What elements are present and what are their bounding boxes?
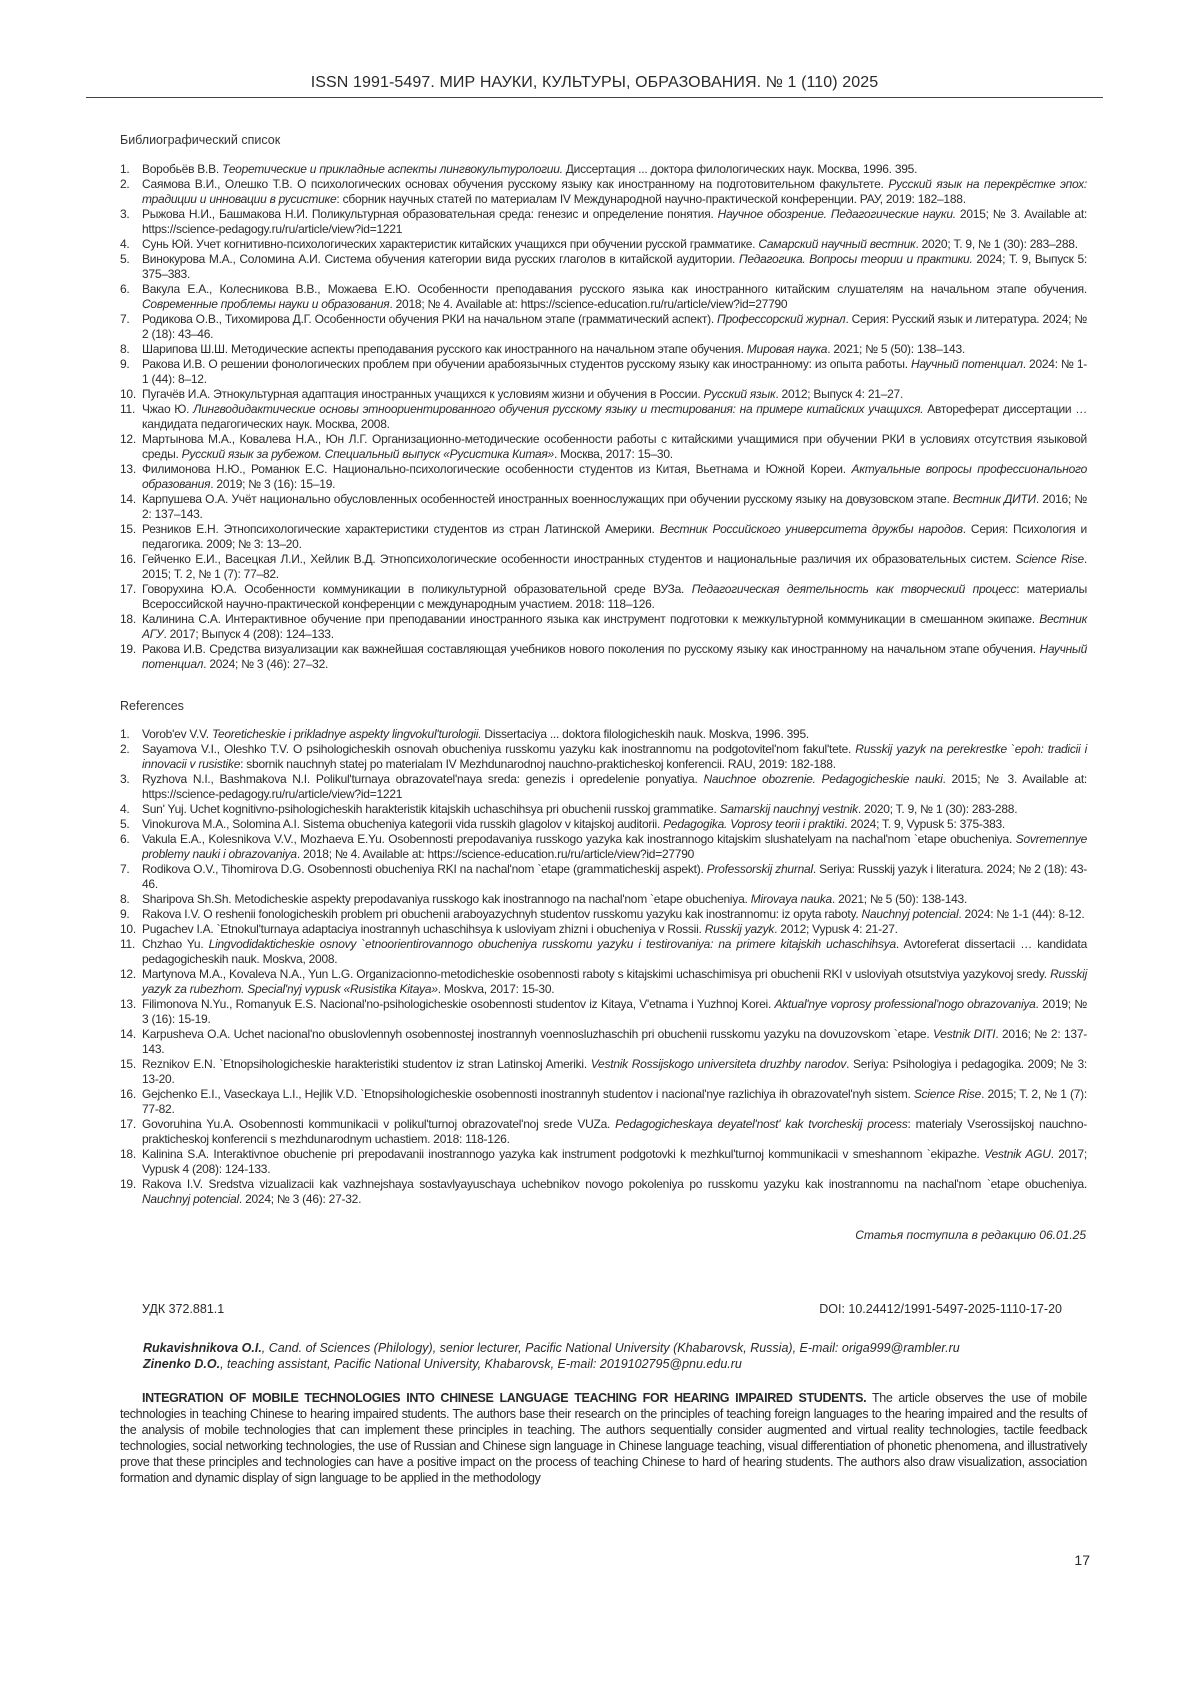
reference-item xyxy=(120,922,1087,937)
reference-segment: . 2015; № 3. Available at: https://science-pedagogy.ru/ru/article/view?id=1221 xyxy=(142,772,1087,801)
reference-number: 8. xyxy=(120,892,130,907)
reference-item xyxy=(120,1057,1087,1087)
reference-segment: Саямова В.И., Олешко Т.В. О психологических основах обучения русскому языку как иностранному на подготовительном факультете. xyxy=(142,177,888,191)
reference-segment: Ракова И.В. Средства визуализации как важнейшая составляющая учебников нового поколения по русскому языку как иностранному на начальном этапе обучения. xyxy=(142,642,1039,656)
reference-source: Русский язык за рубежом. Специальный выпуск «Русистика Китая» xyxy=(182,447,554,461)
reference-segment: . 2017; Vypusk 4 (208): 124-133. xyxy=(142,1147,1087,1176)
reference-item xyxy=(120,522,1087,552)
reference-source: Мировая наука xyxy=(747,342,827,356)
reference-item xyxy=(120,342,1087,357)
reference-item xyxy=(120,402,1087,432)
reference-number: 13. xyxy=(120,462,136,477)
author-line xyxy=(143,1356,1083,1372)
reference-item xyxy=(120,742,1087,772)
reference-segment: . 2018; № 4. Available at: https://science-education.ru/ru/article/view?id=27790 xyxy=(389,297,787,311)
reference-number: 1. xyxy=(120,727,130,742)
reference-segment: Рыжова Н.И., Башмакова Н.И. Поликультурная образовательная среда: генезис и определение понятия. xyxy=(142,207,718,221)
reference-number: 4. xyxy=(120,237,130,252)
reference-segment: . 2024; № 3 (46): 27-32. xyxy=(239,1192,361,1206)
reference-segment: . 2021; № 5 (50): 138–143. xyxy=(827,342,965,356)
reference-text xyxy=(142,492,1087,522)
reference-text xyxy=(142,312,1087,342)
reference-segment: . 2015; Т. 2, № 1 (7): 77–82. xyxy=(142,552,1087,581)
reference-segment: 2015; № 3. Available at: https://science-pedagogy.ru/ru/article/view?id=1221 xyxy=(142,207,1087,236)
reference-segment: Сунь Юй. Учет когнитивно-психологических характеристик китайских учащихся при обучении русской грамматике. xyxy=(142,237,758,251)
reference-item xyxy=(120,1117,1087,1147)
page-number: 17 xyxy=(1050,1552,1090,1568)
reference-text xyxy=(142,1027,1087,1057)
reference-text xyxy=(142,432,1087,462)
reference-source: Mirovaya nauka xyxy=(751,892,832,906)
reference-number: 19. xyxy=(120,642,136,657)
reference-segment: Ryzhova N.I., Bashmakova N.I. Polikul'turnaya obrazovatel'naya sreda: genezis i opredelenie ponyatiya. xyxy=(142,772,703,786)
reference-segment: . Seriya: Psihologiya i pedagogika. 2009; № 3: 13-20. xyxy=(142,1057,1087,1086)
reference-text xyxy=(142,522,1087,552)
reference-segment: : сборник научных статей по материалам IV Международной научно-практической конференции. РАУ, 2019: 182–188. xyxy=(336,192,965,206)
reference-number: 16. xyxy=(120,1087,136,1102)
reference-segment: Говорухина Ю.А. Особенности коммуникации в поликультурной образовательной среде ВУЗа. xyxy=(142,582,692,596)
reference-text xyxy=(142,207,1087,237)
reference-number: 6. xyxy=(120,832,130,847)
reference-number: 10. xyxy=(120,387,136,402)
reference-segment: . Серия: Русский язык и литература. 2024; № 2 (18): 43–46. xyxy=(142,312,1087,341)
reference-text xyxy=(142,862,1087,892)
reference-number: 7. xyxy=(120,862,130,877)
reference-segment: . 2019; № 3 (16): 15-19. xyxy=(142,997,1087,1026)
reference-source: Профессорский журнал xyxy=(717,312,845,326)
reference-text xyxy=(142,552,1087,582)
reference-source: Вестник Российского университета дружбы народов xyxy=(660,522,963,536)
reference-source: Вестник АГУ xyxy=(142,612,1087,641)
abstract-text: The article observes the use of mobile technologies in teaching Chinese to hearing impaired students. The authors base their research on the principles of teaching foreign languages to the hearing impaired and the results of the analysis of mobile technologies that can implement these principles in teaching. The authors sequentially consider augmented and virtual reality technologies, tactile feedback technologies, social networking technologies, the use of Russian and Chinese sign language in Chinese language teaching, visual differentiation of phonetic phenomena, and illustratively prove that these principles and technologies can have a positive impact on the process of teaching Chinese to hard of hearing students. The authors also draw visualization, association formation and dynamic display of sign language to be applied in the methodology xyxy=(120,1391,1087,1485)
reference-source: Педагогика. Вопросы теории и практики. xyxy=(739,252,973,266)
reference-source: Nauchnoe obozrenie. Pedagogicheskie nauki xyxy=(703,772,942,786)
reference-text xyxy=(142,612,1087,642)
reference-segment: Vinokurova M.A., Solomina A.I. Sistema obucheniya kategorii vida russkih glagolov v kitajskoj auditorii. xyxy=(142,817,663,831)
reference-text xyxy=(142,282,1087,312)
author-info: , teaching assistant, Pacific National University, Khabarovsk, E-mail: 2019102795@pnu.edu.ru xyxy=(220,1357,742,1371)
reference-item xyxy=(120,832,1087,862)
abstract-title: INTEGRATION OF MOBILE TECHNOLOGIES INTO CHINESE LANGUAGE TEACHING FOR HEARING IMPAIRED STUDENTS. xyxy=(142,1391,866,1405)
bibliography-list xyxy=(120,162,1087,672)
reference-text xyxy=(142,937,1087,967)
reference-source: Aktual'nye voprosy professional'nogo obrazovaniya xyxy=(775,997,1036,1011)
reference-segment: . 2012; Vypusk 4: 21-27. xyxy=(774,922,898,936)
received-date: Статья поступила в редакцию 06.01.25 xyxy=(120,1228,1086,1242)
reference-number: 17. xyxy=(120,582,136,597)
reference-number: 8. xyxy=(120,342,130,357)
reference-segment: Govoruhina Yu.A. Osobennosti kommunikacii v polikul'turnoj obrazovatel'noj srede VUZa. xyxy=(142,1117,615,1131)
reference-item xyxy=(120,937,1087,967)
reference-number: 6. xyxy=(120,282,130,297)
reference-source: Russkij yazyk na perekrestke `epoh: tradicii i innovacii v rusistike xyxy=(142,742,1087,771)
author-name: Rukavishnikova O.I. xyxy=(143,1341,262,1355)
reference-number: 12. xyxy=(120,967,136,982)
reference-number: 4. xyxy=(120,802,130,817)
reference-source: Теоретические и прикладные аспекты лингвокультурологии. xyxy=(222,162,563,176)
reference-number: 18. xyxy=(120,1147,136,1162)
reference-segment: Reznikov E.N. `Etnopsihologicheskie harakteristiki studentov iz stran Latinskoj Ameriki. xyxy=(142,1057,591,1071)
reference-item xyxy=(120,387,1087,402)
reference-segment: . Avtoreferat dissertacii … kandidata pedagogicheskih nauk. Moskva, 2008. xyxy=(142,937,1087,966)
reference-source: Русский язык xyxy=(704,387,776,401)
reference-source: Научный потенциал xyxy=(911,357,1023,371)
reference-segment: Karpusheva O.A. Uchet nacional'no obuslovlennyh osobennostej inostrannyh voennosluzhaschih pri obuchenii russkomu yazyku na dovuzovskom `etape. xyxy=(142,1027,933,1041)
reference-text xyxy=(142,342,1087,357)
reference-item xyxy=(120,612,1087,642)
reference-segment: Воробьёв В.В. xyxy=(142,162,222,176)
reference-text xyxy=(142,727,1087,742)
reference-segment: 2024; Т. 9, Выпуск 5: 375–383. xyxy=(142,252,1087,281)
reference-number: 3. xyxy=(120,772,130,787)
reference-segment: Rakova I.V. Sredstva vizualizacii kak vazhnejshaya sostavlyayuschaya uchebnikov novogo pokoleniya po russkomu yazyku kak inostrannomu na nachal'nom `etape obucheniya. xyxy=(142,1177,1087,1191)
reference-segment: Rodikova O.V., Tihomirova D.G. Osobennosti obucheniya RKI na nachal'nom `etape (grammaticheskij aspekt). xyxy=(142,862,707,876)
reference-segment: Родикова О.В., Тихомирова Д.Г. Особенности обучения РКИ на начальном этапе (грамматический аспект). xyxy=(142,312,717,326)
reference-segment: . Серия: Психология и педагогика. 2009; № 3: 13–20. xyxy=(142,522,1087,551)
reference-segment: . 2019; № 3 (16): 15–19. xyxy=(210,477,335,491)
reference-number: 16. xyxy=(120,552,136,567)
reference-text xyxy=(142,387,1087,402)
reference-segment: Шарипова Ш.Ш. Методические аспекты преподавания русского как иностранного на начальном этапе обучения. xyxy=(142,342,747,356)
authors-block xyxy=(143,1340,1083,1372)
reference-source: Лингводидактические основы этноориентированного обучения русскому языку и тестирования: на примере китайских учащихся. xyxy=(193,402,923,416)
reference-item xyxy=(120,1177,1087,1207)
abstract xyxy=(120,1390,1087,1486)
reference-text xyxy=(142,922,1087,937)
reference-item xyxy=(120,552,1087,582)
bibliography-title: Библиографический список xyxy=(120,133,280,147)
reference-number: 11. xyxy=(120,402,135,417)
reference-segment: . 2024; T. 9, Vypusk 5: 375-383. xyxy=(844,817,1005,831)
reference-text xyxy=(142,582,1087,612)
reference-segment: Sharipova Sh.Sh. Metodicheskie aspekty prepodavaniya russkogo kak inostrannogo na nachal'nom `etape obucheniya. xyxy=(142,892,751,906)
reference-segment: . 2015; T. 2, № 1 (7): 77-82. xyxy=(142,1087,1087,1116)
reference-number: 14. xyxy=(120,492,136,507)
reference-segment: Резников Е.Н. Этнопсихологические характеристики студентов из стран Латинской Америки. xyxy=(142,522,660,536)
reference-item xyxy=(120,462,1087,492)
reference-item xyxy=(120,432,1087,462)
reference-segment: Мартынова М.А., Ковалева Н.А., Юн Л.Г. Организационно-методические особенности работы с китайскими учащимися при обучении РКИ в условиях отсутствия языковой среды. xyxy=(142,432,1087,461)
reference-item xyxy=(120,582,1087,612)
reference-segment: . 2021; № 5 (50): 138-143. xyxy=(832,892,967,906)
reference-item xyxy=(120,727,1087,742)
reference-segment: . 2020; Т. 9, № 1 (30): 283–288. xyxy=(915,237,1077,251)
author-line xyxy=(143,1340,1083,1356)
reference-item xyxy=(120,1147,1087,1177)
reference-source: Pedagogicheskaya deyatel'nost' kak tvorcheskij process xyxy=(615,1117,907,1131)
reference-item xyxy=(120,162,1087,177)
references-title: References xyxy=(120,699,184,713)
reference-segment: Gejchenko E.I., Vaseckaya L.I., Hejlik V.D. `Etnopsihologicheskie osobennosti inostrannyh studentov i nacional'nye razlichiya ih obrazovatel'nyh sistem. xyxy=(142,1087,914,1101)
reference-item xyxy=(120,862,1087,892)
reference-source: Vestnik DITI xyxy=(933,1027,995,1041)
reference-segment: Rakova I.V. O reshenii fonologicheskih problem pri obuchenii araboyazychnyh studentov russkomu yazyku kak inostrannomu: iz opyta raboty. xyxy=(142,907,861,921)
reference-source: Teoreticheskie i prikladnye aspekty lingvokul'turologii. xyxy=(212,727,481,741)
reference-number: 2. xyxy=(120,742,130,757)
reference-source: Russkij yazyk xyxy=(705,922,774,936)
reference-source: Science Rise xyxy=(914,1087,981,1101)
reference-item xyxy=(120,177,1087,207)
reference-number: 15. xyxy=(120,522,136,537)
reference-segment: Chzhao Yu. xyxy=(142,937,209,951)
reference-segment: Ракова И.В. О решении фонологических проблем при обучении арабоязычных студентов русскому языку как иностранному: из опыта работы. xyxy=(142,357,911,371)
reference-text xyxy=(142,237,1087,252)
reference-number: 11. xyxy=(120,937,135,952)
reference-source: Nauchnyj potencial xyxy=(142,1192,239,1206)
reference-item xyxy=(120,252,1087,282)
reference-segment: . 2020; T. 9, № 1 (30): 283-288. xyxy=(858,802,1017,816)
reference-text xyxy=(142,1087,1087,1117)
reference-number: 5. xyxy=(120,252,130,267)
reference-number: 14. xyxy=(120,1027,136,1042)
reference-segment: Чжао Ю. xyxy=(142,402,193,416)
reference-segment: Гейченко Е.И., Васецкая Л.И., Хейлик В.Д. Этнопсихологические особенности иностранных студентов и национальные различия их образовательных систем. xyxy=(142,552,1015,566)
reference-segment: . Москва, 2017: 15–30. xyxy=(554,447,673,461)
reference-source: Русский язык на перекрёстке эпох: традиции и инновации в русистике xyxy=(142,177,1087,206)
reference-segment: Sun' Yuj. Uchet kognitivno-psihologicheskih harakteristik kitajskih uchaschihsya pri obuchenii russkoj grammatike. xyxy=(142,802,720,816)
reference-item xyxy=(120,817,1087,832)
reference-source: Научный потенциал xyxy=(142,642,1087,671)
reference-segment: Пугачёв И.А. Этнокультурная адаптация иностранных учащихся к условиям жизни и обучения в России. xyxy=(142,387,704,401)
reference-segment: Pugachev I.A. `Etnokul'turnaya adaptaciya inostrannyh uchaschihsya k usloviyam zhizni i obucheniya v Rossii. xyxy=(142,922,705,936)
reference-item xyxy=(120,312,1087,342)
reference-text xyxy=(142,252,1087,282)
reference-item xyxy=(120,997,1087,1027)
reference-segment: . 2024; № 3 (46): 27–32. xyxy=(203,657,328,671)
reference-segment: Kalinina S.A. Interaktivnoe obuchenie pri prepodavanii inostrannogo yazyka kak instrument podgotovki k mezhkul'turnoj kommunikacii v smeshannom `ekipazhe. xyxy=(142,1147,984,1161)
reference-text xyxy=(142,162,1087,177)
reference-segment: . Moskva, 2017: 15-30. xyxy=(438,982,555,996)
reference-segment: Калинина С.А. Интерактивное обучение при преподавании иностранного языка как инструмент подготовки к межкультурной коммуникации в смешанном экипаже. xyxy=(142,612,1039,626)
reference-number: 15. xyxy=(120,1057,136,1072)
reference-text xyxy=(142,772,1087,802)
reference-source: Педагогическая деятельность как творческий процесс xyxy=(692,582,1017,596)
reference-text xyxy=(142,802,1087,817)
reference-source: Lingvodidakticheskie osnovy `etnoorientirovannogo obucheniya russkomu yazyku i testirovaniya: na primere kitajskih uchaschihsya xyxy=(209,937,896,951)
reference-text xyxy=(142,177,1087,207)
reference-segment: Vorob'ev V.V. xyxy=(142,727,212,741)
reference-segment: : материалы Всероссийской научно-практической конференции с международным участием. 2018: 118–126. xyxy=(142,582,1087,611)
reference-item xyxy=(120,802,1087,817)
reference-item xyxy=(120,907,1087,922)
reference-segment: Martynova M.A., Kovaleva N.A., Yun L.G. Organizacionno-metodicheskie osobennosti raboty s kitajskimi uchaschimisya pri obuchenii RKI v usloviyah otsutstviya yazykovoj sredy. xyxy=(142,967,1050,981)
reference-item xyxy=(120,357,1087,387)
author-info: , Cand. of Sciences (Philology), senior lecturer, Pacific National University (Khabarovsk, Russia), E-mail: origa999@rambler.ru xyxy=(262,1341,960,1355)
reference-source: Актуальные вопросы профессионального образования xyxy=(142,462,1087,491)
reference-segment: Filimonova N.Yu., Romanyuk E.S. Nacional'no-psihologicheskie osobennosti studentov iz Kitaya, V'etnama i Yuzhnoj Korei. xyxy=(142,997,775,1011)
doi: DOI: 10.24412/1991-5497-2025-1110-17-20 xyxy=(700,1302,1062,1316)
reference-source: Sovremennye problemy nauki i obrazovaniya xyxy=(142,832,1087,861)
reference-segment: . 2016; № 2: 137–143. xyxy=(142,492,1087,521)
reference-segment: Dissertaciya ... doktora filologicheskih nauk. Moskva, 1996. 395. xyxy=(481,727,809,741)
reference-number: 10. xyxy=(120,922,136,937)
reference-item xyxy=(120,1087,1087,1117)
reference-segment: . 2018; № 4. Available at: https://science-education.ru/ru/article/view?id=27790 xyxy=(297,847,694,861)
reference-segment: . Seriya: Russkij yazyk i literatura. 2024; № 2 (18): 43-46. xyxy=(142,862,1087,891)
journal-header: ISSN 1991-5497. МИР НАУКИ, КУЛЬТУРЫ, ОБРАЗОВАНИЯ. № 1 (110) 2025 xyxy=(86,74,1103,92)
reference-source: Vestnik Rossijskogo universiteta druzhby narodov xyxy=(591,1057,846,1071)
reference-text xyxy=(142,742,1087,772)
reference-segment: Автореферат диссертации … кандидата педагогических наук. Москва, 2008. xyxy=(142,402,1087,431)
reference-number: 9. xyxy=(120,357,130,372)
reference-number: 5. xyxy=(120,817,130,832)
reference-text xyxy=(142,817,1087,832)
reference-item xyxy=(120,642,1087,672)
reference-item xyxy=(120,892,1087,907)
reference-number: 9. xyxy=(120,907,130,922)
reference-item xyxy=(120,967,1087,997)
reference-item xyxy=(120,207,1087,237)
author-name: Zinenko D.O. xyxy=(143,1357,220,1371)
reference-item xyxy=(120,492,1087,522)
reference-source: Professorskij zhurnal xyxy=(707,862,813,876)
reference-item xyxy=(120,1027,1087,1057)
reference-number: 19. xyxy=(120,1177,136,1192)
reference-text xyxy=(142,1177,1087,1207)
reference-source: Вестник ДИТИ xyxy=(953,492,1036,506)
reference-text xyxy=(142,892,1087,907)
reference-number: 17. xyxy=(120,1117,136,1132)
reference-number: 2. xyxy=(120,177,130,192)
reference-segment: . 2017; Выпуск 4 (208): 124–133. xyxy=(163,627,333,641)
reference-text xyxy=(142,462,1087,492)
reference-source: Самарский научный вестник xyxy=(758,237,915,251)
reference-number: 7. xyxy=(120,312,130,327)
header-divider xyxy=(86,97,1103,98)
reference-text xyxy=(142,402,1087,432)
reference-source: Samarskij nauchnyj vestnik xyxy=(720,802,858,816)
reference-number: 3. xyxy=(120,207,130,222)
reference-source: Russkij yazyk za rubezhom. Special'nyj vypusk «Rusistika Kitaya» xyxy=(142,967,1087,996)
reference-segment: Диссертация ... доктора филологических наук. Москва, 1996. 395. xyxy=(563,162,917,176)
reference-text xyxy=(142,1057,1087,1087)
reference-segment: : sbornik nauchnyh statej po materialam IV Mezhdunarodnoj nauchno-prakticheskoj konferencii. RAU, 2019: 182-188. xyxy=(240,757,836,771)
reference-source: Научное обозрение. Педагогические науки. xyxy=(718,207,956,221)
reference-segment: . 2012; Выпуск 4: 21–27. xyxy=(775,387,903,401)
reference-text xyxy=(142,357,1087,387)
udk-code: УДК 372.881.1 xyxy=(142,1302,224,1316)
reference-number: 12. xyxy=(120,432,136,447)
reference-text xyxy=(142,832,1087,862)
reference-segment: Филимонова Н.Ю., Романюк Е.С. Национально-психологические особенности студентов из Китая, Вьетнама и Южной Кореи. xyxy=(142,462,851,476)
reference-segment: . 2016; № 2: 137-143. xyxy=(142,1027,1087,1056)
reference-number: 1. xyxy=(120,162,130,177)
reference-number: 18. xyxy=(120,612,136,627)
reference-text xyxy=(142,642,1087,672)
reference-segment: . 2024: № 1-1 (44): 8-12. xyxy=(958,907,1084,921)
reference-item xyxy=(120,237,1087,252)
reference-segment: Вакула Е.А., Колесникова В.В., Можаева Е.Ю. Особенности преподавания русского языка как иностранного китайским слушателям на начальном этапе обучения. xyxy=(142,282,1087,296)
reference-segment: . 2024: № 1-1 (44): 8–12. xyxy=(142,357,1087,386)
reference-source: Современные проблемы науки и образования xyxy=(142,297,389,311)
reference-text xyxy=(142,967,1087,997)
reference-segment: Карпушева О.А. Учёт национально обусловленных особенностей иностранных военнослужащих при обучении русскому языку на довузовском этапе. xyxy=(142,492,953,506)
reference-segment: : materialy Vserossijskoj nauchno-prakticheskoj konferencii s mezhdunarodnym uchastiem. 2018: 118-126. xyxy=(142,1117,1087,1146)
reference-text xyxy=(142,1117,1087,1147)
reference-item xyxy=(120,282,1087,312)
reference-segment: Vakula E.A., Kolesnikova V.V., Mozhaeva E.Yu. Osobennosti prepodavaniya russkogo yazyka kak inostrannogo kitajskim slushatelyam na nachal'nom `etape obucheniya. xyxy=(142,832,1016,846)
reference-text xyxy=(142,997,1087,1027)
reference-source: Vestnik AGU xyxy=(984,1147,1050,1161)
reference-text xyxy=(142,1147,1087,1177)
reference-segment: Винокурова М.А., Соломина А.И. Система обучения категории вида русских глаголов в китайской аудитории. xyxy=(142,252,739,266)
reference-item xyxy=(120,772,1087,802)
reference-source: Science Rise xyxy=(1015,552,1083,566)
reference-source: Pedagogika. Voprosy teorii i praktiki xyxy=(663,817,844,831)
reference-text xyxy=(142,907,1087,922)
reference-source: Nauchnyj potencial xyxy=(861,907,958,921)
references-list xyxy=(120,727,1087,1207)
reference-segment: Sayamova V.I., Oleshko T.V. O psihologicheskih osnovah obucheniya russkomu yazyku kak inostrannomu na podgotovitel'nom fakul'tete. xyxy=(142,742,855,756)
reference-number: 13. xyxy=(120,997,136,1012)
